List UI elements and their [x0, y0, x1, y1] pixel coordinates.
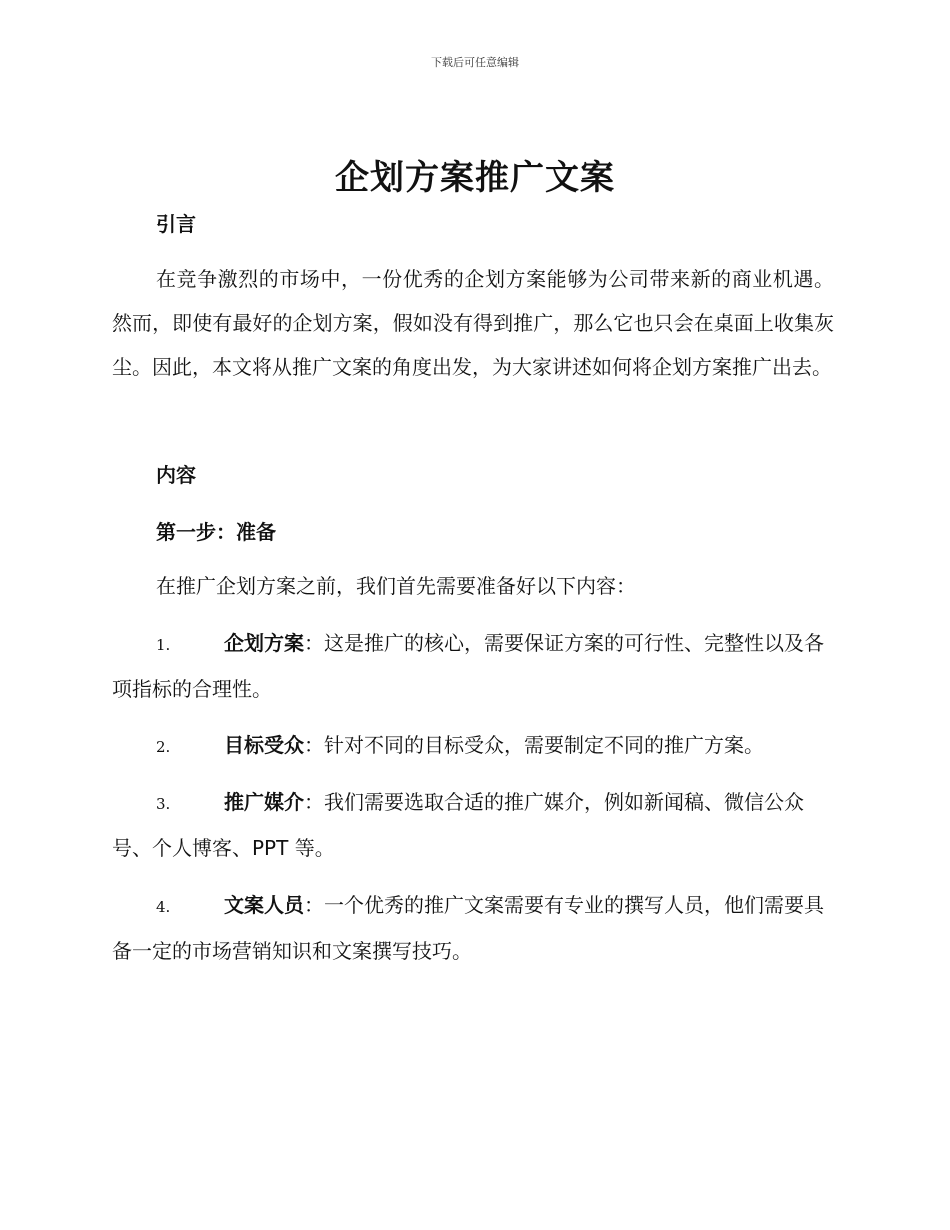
list-separator: ：: [304, 733, 324, 757]
list-text: 我们需要选取合适的推广媒介，例如新闻稿、微信公众号、个人博客、PPT 等。: [112, 790, 804, 860]
list-term: 企划方案: [224, 631, 304, 655]
list-number: 4.: [156, 898, 171, 916]
list-separator: ：: [304, 790, 324, 814]
list-text: 一个优秀的推广文案需要有专业的撰写人员，他们需要具备一定的市场营销知识和文案撰写技巧。: [112, 893, 824, 963]
step1-lead: 在推广企划方案之前，我们首先需要准备好以下内容：: [156, 574, 636, 598]
intro-heading: 引言: [156, 212, 196, 236]
step1-heading: 第一步：准备: [156, 520, 276, 544]
list-item: [112, 723, 834, 769]
intro-paragraph: 在竞争激烈的市场中，一份优秀的企划方案能够为公司带来新的商业机遇。然而，即使有最好的企划方案，假如没有得到推广，那么它也只会在桌面上收集灰尘。因此，本文将从推广文案的角度出发，为大家讲述如何将企划方案推广出去。: [112, 267, 834, 379]
list-separator: ：: [304, 631, 324, 655]
list-item: [112, 621, 834, 711]
list-text: 这是推广的核心，需要保证方案的可行性、完整性以及各项指标的合理性。: [112, 631, 824, 701]
list-number: 1.: [156, 636, 171, 654]
list-item: [112, 883, 834, 973]
document-title: 企划方案推广文案: [335, 158, 615, 198]
header-note: 下载后可任意编辑: [431, 56, 519, 69]
list-text: 针对不同的目标受众，需要制定不同的推广方案。: [324, 733, 764, 757]
list-term: 推广媒介: [224, 790, 304, 814]
list-item: [112, 780, 834, 870]
list-term: 文案人员: [224, 893, 304, 917]
list-term: 目标受众: [224, 733, 304, 757]
list-number: 2.: [156, 738, 171, 756]
list-separator: ：: [304, 893, 324, 917]
content-heading: 内容: [156, 463, 196, 487]
list-number: 3.: [156, 795, 171, 813]
